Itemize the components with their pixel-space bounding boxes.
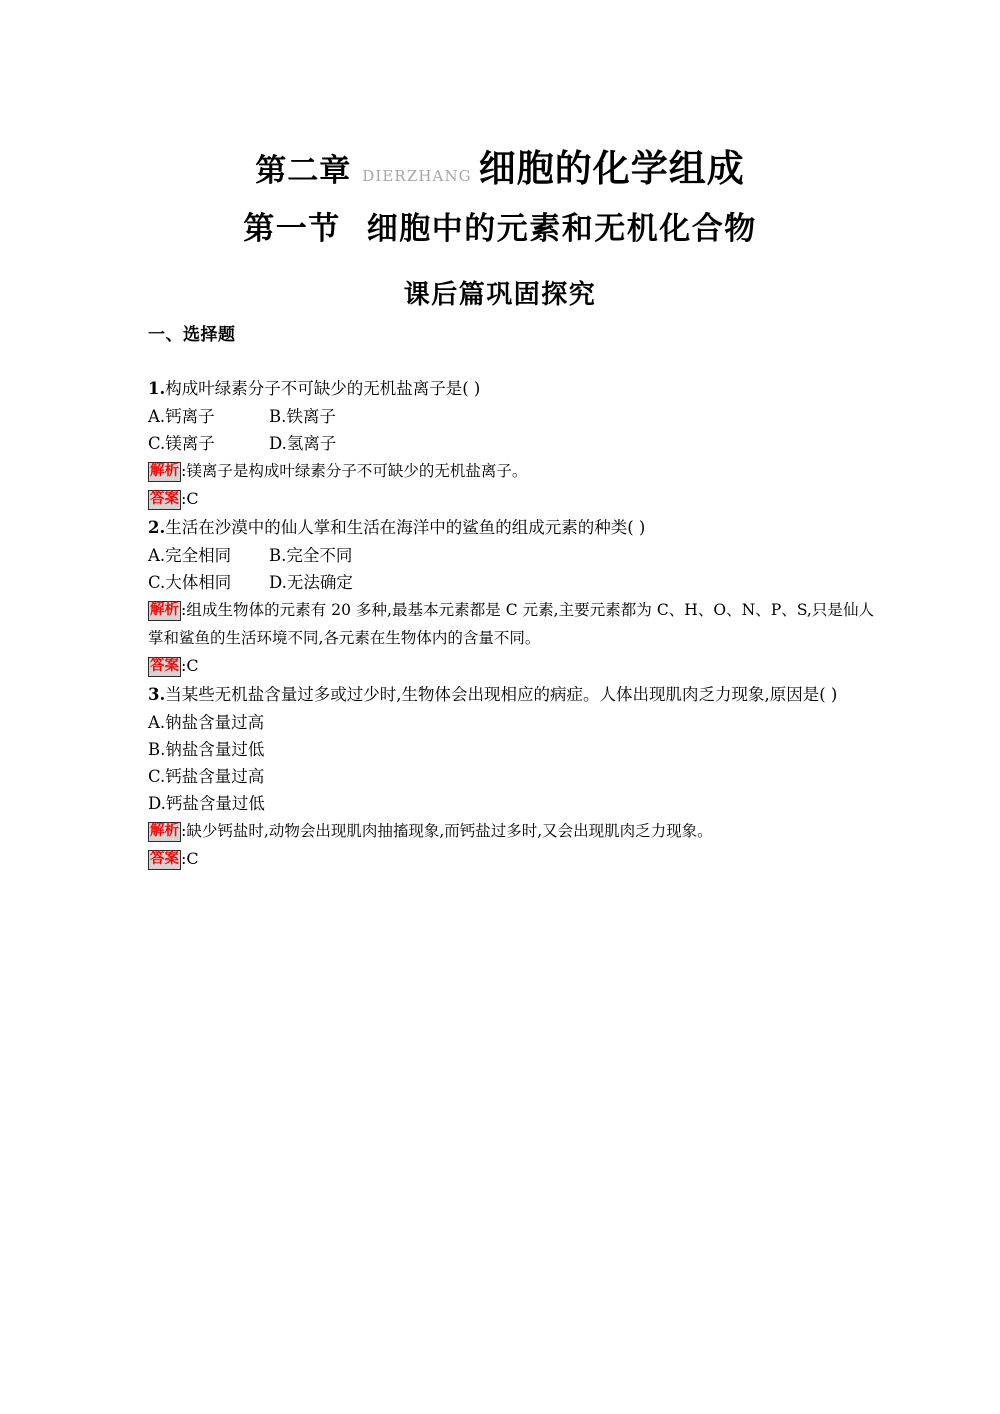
option-row — [148, 403, 874, 430]
option-item[interactable]: C.镁离子 — [148, 434, 215, 453]
analysis-line — [148, 817, 874, 845]
option-item[interactable]: D.钙盐含量过低 — [148, 794, 265, 813]
content-area — [148, 320, 874, 874]
option-item[interactable]: B.钠盐含量过低 — [148, 740, 265, 759]
option-item[interactable]: D.无法确定 — [269, 573, 353, 592]
option-item[interactable]: C.钙盐含量过高 — [148, 767, 265, 786]
part-heading-choice: 一、选择题 — [148, 325, 236, 345]
question-text: 生活在沙漠中的仙人掌和生活在海洋中的鲨鱼的组成元素的种类( ) — [165, 518, 646, 537]
question-number: 2. — [148, 518, 166, 537]
answer-line — [148, 485, 874, 512]
option-row — [148, 542, 874, 569]
option-item[interactable]: C.大体相同 — [148, 573, 232, 592]
chapter-name: 细胞的化学组成 — [478, 147, 745, 190]
question-stem — [148, 681, 874, 708]
option-item[interactable]: A.完全相同 — [148, 546, 232, 565]
answer-colon: : — [181, 656, 187, 675]
question-stem — [148, 375, 874, 402]
answer-line — [148, 845, 874, 872]
question-options — [148, 542, 874, 596]
analysis-tag: 解析 — [148, 601, 181, 621]
analysis-text: 缺少钙盐时,动物会出现肌肉抽搐现象,而钙盐过多时,又会出现肌肉乏力现象。 — [186, 822, 713, 840]
answer-colon: : — [181, 849, 187, 868]
analysis-colon: : — [181, 821, 187, 840]
question-block — [148, 514, 874, 679]
analysis-tag: 解析 — [148, 822, 181, 842]
question-block — [148, 375, 874, 512]
analysis-text: 镁离子是构成叶绿素分子不可缺少的无机盐离子。 — [186, 462, 528, 480]
option-row — [148, 430, 874, 457]
section-title — [0, 203, 1000, 248]
answer-tag: 答案 — [148, 490, 181, 510]
question-options — [148, 709, 874, 817]
answer-colon: : — [181, 489, 187, 508]
analysis-line — [148, 596, 874, 652]
section-number: 第一节 — [243, 211, 341, 247]
analysis-tag: 解析 — [148, 462, 181, 482]
chapter-number: 第二章 — [255, 153, 352, 189]
option-item[interactable]: A.钠盐含量过高 — [148, 713, 265, 732]
analysis-text: 组成生物体的元素有 20 多种,最基本元素都是 C 元素,主要元素都为 C、H、O、N、P、S,只是仙人掌和鲨鱼的生活环境不同,各元素在生物体内的含量不同。 — [148, 601, 874, 647]
answer-tag: 答案 — [148, 657, 181, 677]
answer-line — [148, 652, 874, 679]
option-item[interactable]: D.氢离子 — [269, 434, 337, 453]
answer-text: C — [186, 656, 199, 675]
answer-text: C — [186, 849, 199, 868]
question-stem — [148, 514, 874, 541]
option-row — [148, 709, 874, 736]
question-block — [148, 681, 874, 872]
option-row — [148, 790, 874, 817]
analysis-colon: : — [181, 600, 187, 619]
option-item[interactable]: B.铁离子 — [269, 407, 336, 426]
question-options — [148, 403, 874, 457]
option-row — [148, 569, 874, 596]
chapter-pinyin: DIERZHANG — [362, 167, 472, 185]
question-text: 构成叶绿素分子不可缺少的无机盐离子是( ) — [165, 379, 481, 398]
section-name: 细胞中的元素和无机化合物 — [366, 211, 757, 247]
question-number: 1. — [148, 379, 166, 398]
option-row — [148, 736, 874, 763]
option-row — [148, 763, 874, 790]
option-item[interactable]: B.完全不同 — [269, 546, 353, 565]
analysis-line — [148, 457, 874, 485]
answer-tag: 答案 — [148, 850, 181, 870]
chapter-title — [0, 138, 1000, 192]
analysis-colon: : — [181, 461, 187, 480]
option-item[interactable]: A.钙离子 — [148, 407, 215, 426]
answer-text: C — [186, 489, 199, 508]
exercise-banner: 课后篇巩固探究 — [403, 280, 597, 310]
question-number: 3. — [148, 685, 166, 704]
question-text: 当某些无机盐含量过多或过少时,生物体会出现相应的病症。人体出现肌肉乏力现象,原因是( ) — [165, 685, 838, 704]
